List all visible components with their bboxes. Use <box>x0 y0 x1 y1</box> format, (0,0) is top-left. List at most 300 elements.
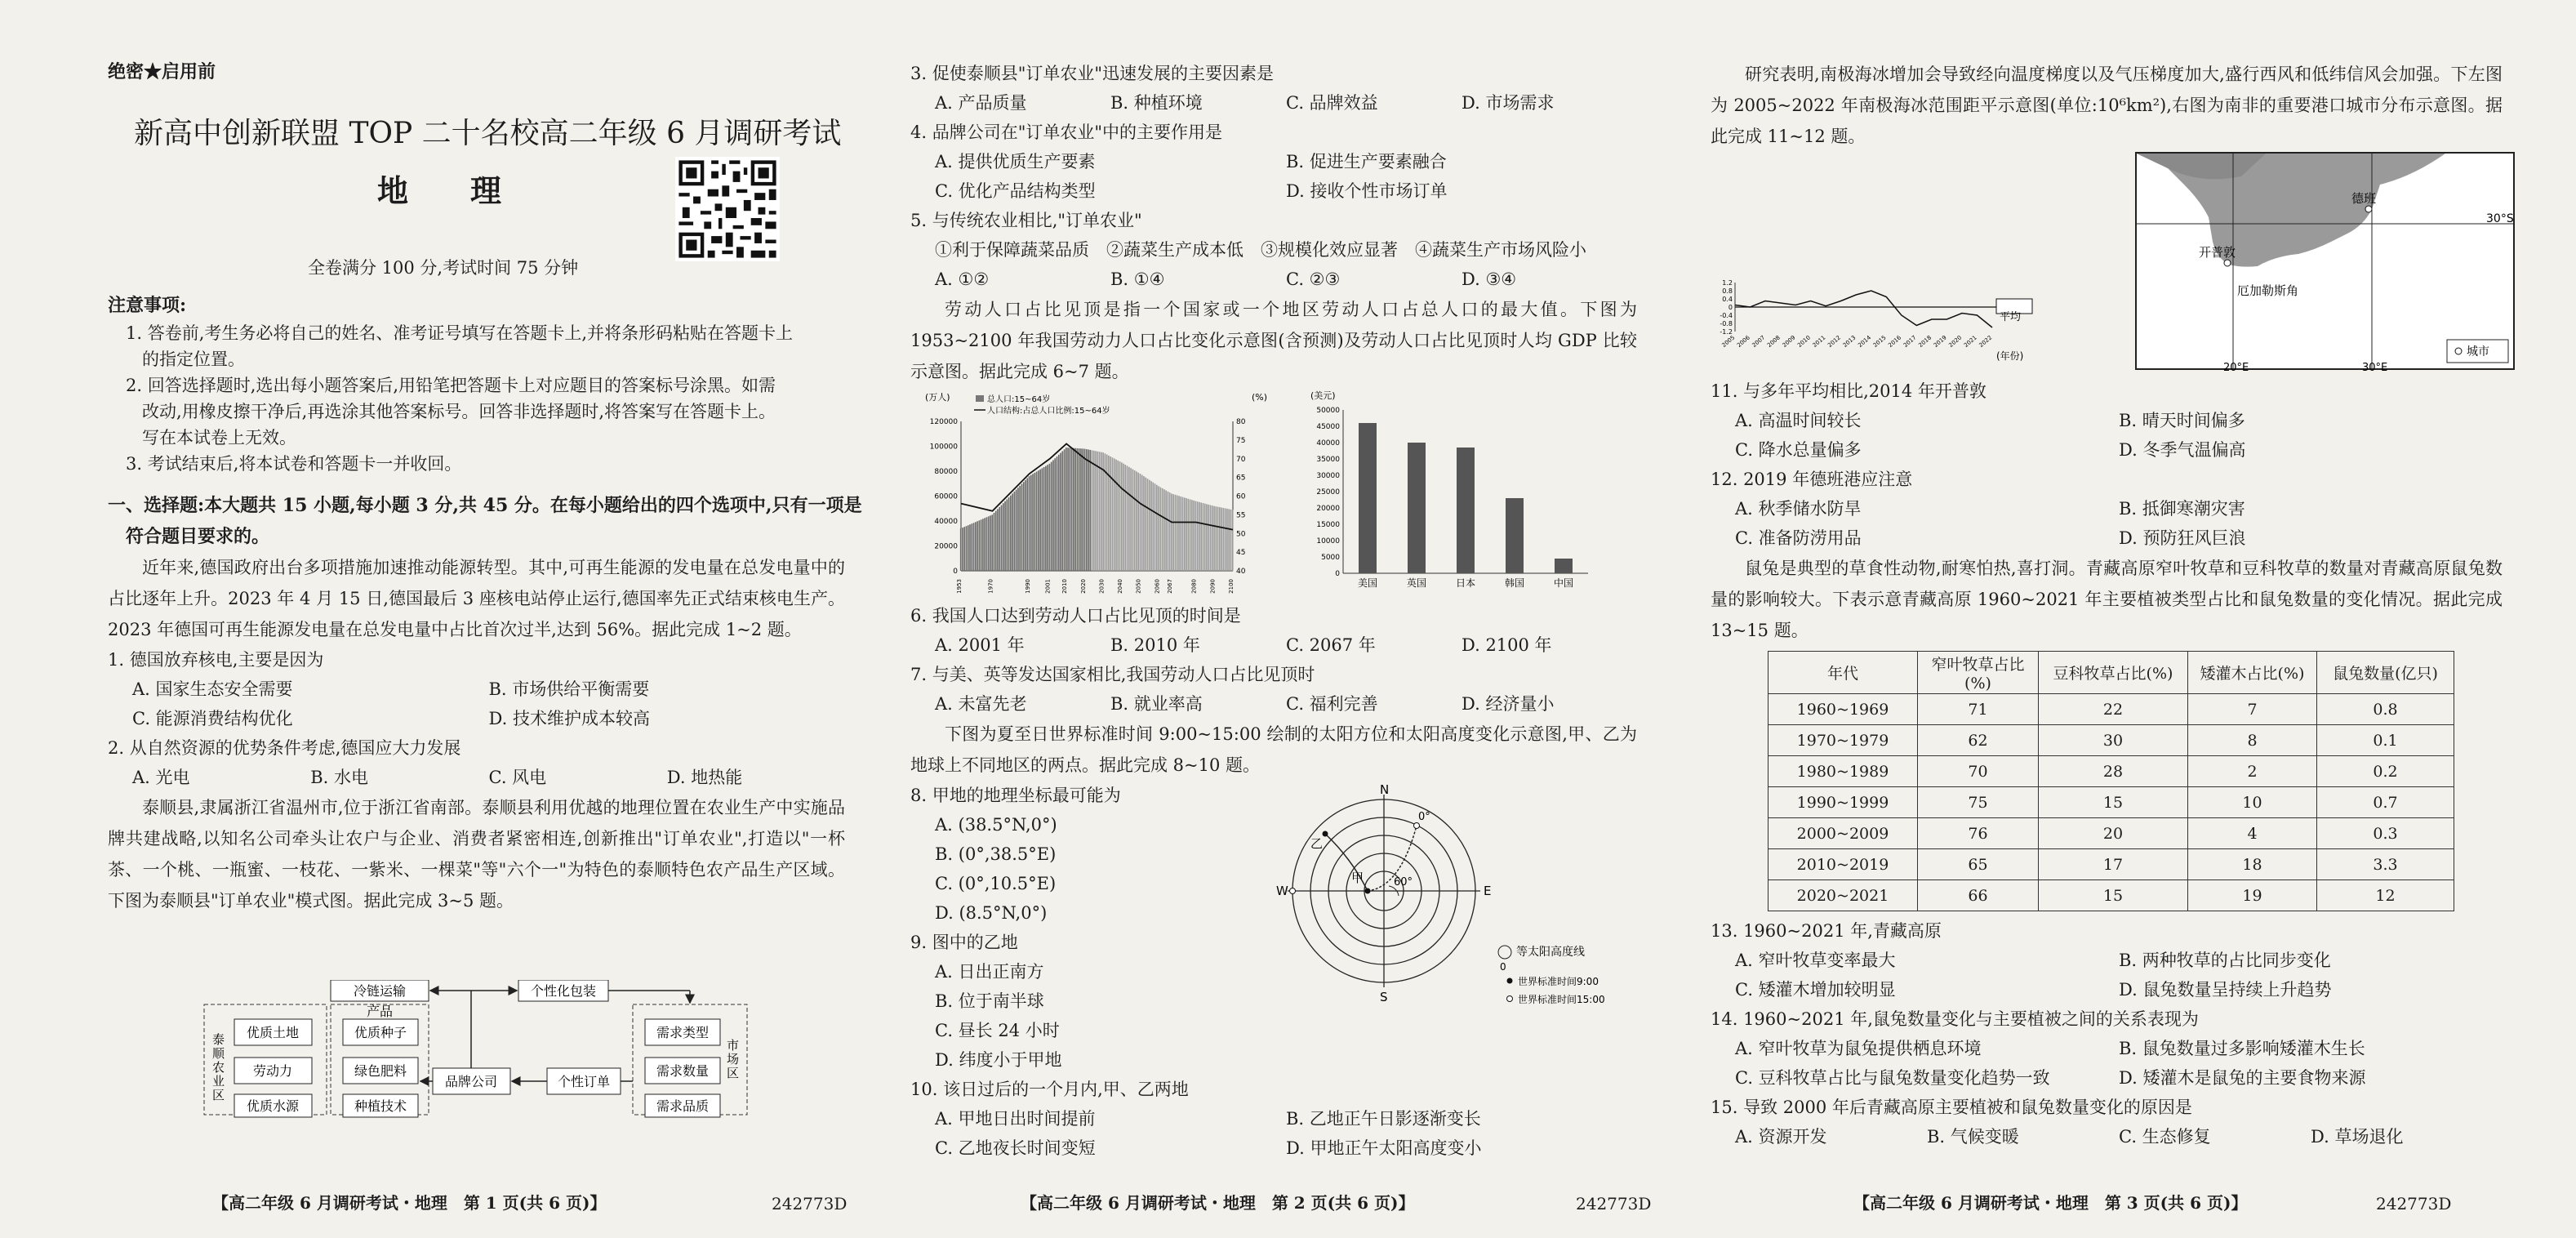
bar <box>1132 470 1134 571</box>
table-cell: 3.3 <box>2317 849 2454 880</box>
q10-options <box>910 1104 1637 1133</box>
bar <box>1215 506 1217 571</box>
bar <box>984 518 985 571</box>
x-tick-label: 2022 <box>1978 334 1994 349</box>
bar <box>986 517 988 571</box>
q11-option-d[interactable]: D. 冬季气温偏高 <box>2119 440 2246 460</box>
x-tick-label: 2040 <box>1117 579 1124 594</box>
bar <box>1032 474 1034 571</box>
q11-options <box>1711 435 2503 465</box>
q5-option-d[interactable]: D. ③④ <box>1462 269 1517 289</box>
section-title-2: 符合题目要求的。 <box>126 526 270 547</box>
bar <box>1213 506 1215 571</box>
bar <box>1095 451 1097 571</box>
page-code: 242773D <box>772 1194 848 1214</box>
question-4: 4. 品牌公司在"订单农业"中的主要作用是 <box>910 122 1223 142</box>
table-cell: 7 <box>2188 694 2317 725</box>
bar <box>1080 448 1082 571</box>
question-13: 13. 1960~2021 年,青藏高原 <box>1711 921 1942 941</box>
q2-option-a[interactable]: A. 光电 <box>132 768 190 787</box>
bar <box>1061 451 1063 571</box>
page-code: 242773D <box>1576 1194 1652 1214</box>
x-tick-label: 2012 <box>1826 334 1842 349</box>
chart1-unit-left: (万人) <box>925 392 950 403</box>
question-9: 9. 图中的乙地 <box>910 933 1018 952</box>
map-durban: 德班 <box>2351 191 2377 206</box>
q3-option-a[interactable]: A. 产品质量 <box>935 93 1027 113</box>
bar <box>1058 455 1060 571</box>
x-tick-label: 2030 <box>1098 579 1106 594</box>
bar <box>1408 443 1426 573</box>
x-tick-label: 2008 <box>1766 334 1782 349</box>
population-charts <box>910 387 1637 601</box>
q4-options <box>910 147 1637 176</box>
y-tick-label: -0.4 <box>1720 312 1733 319</box>
table-cell: 2000~2009 <box>1768 818 1918 849</box>
material-3: 劳动人口占比见顶是指一个国家或一个地区劳动人口占总人口的最大值。下图为 1953~2100 年我国劳动力人口占比变化示意图(含预测)及劳动人口占比见顶时人均 GDP 比较示意图。据此完成 6~7 题。 <box>910 300 1637 381</box>
x-tick-label: 中国 <box>1553 577 1574 589</box>
compass-n: N <box>1380 782 1390 797</box>
x-tick-label: 2016 <box>1887 334 1903 349</box>
y-tick-label: 45000 <box>1316 423 1340 431</box>
label-yi: 乙 <box>1310 836 1324 851</box>
q3-option-c[interactable]: C. 品牌效益 <box>1286 93 1378 113</box>
chart1-unit-right: (%) <box>1252 392 1268 403</box>
bar <box>1099 452 1101 571</box>
q15-option-b[interactable]: B. 气候变暖 <box>1927 1127 2019 1147</box>
notice-line: 3. 考试结束后,将本试卷和答题卡一并收回。 <box>126 454 462 474</box>
qr-code-icon <box>675 157 780 261</box>
table-cell: 12 <box>2317 880 2454 911</box>
bar <box>1070 448 1071 571</box>
bar <box>999 507 1000 571</box>
x-tick-label: 2019 <box>1932 334 1948 349</box>
map-cape-town: 开普敦 <box>2199 245 2236 260</box>
q7-option-c[interactable]: C. 福利完善 <box>1286 694 1378 714</box>
map-legend-city: 城市 <box>2467 345 2489 358</box>
q9-option-c[interactable]: C. 昼长 24 小时 <box>935 1021 1060 1040</box>
bar <box>1195 501 1197 571</box>
bar <box>1232 510 1234 571</box>
x-tick-label: 2100 <box>1228 579 1235 594</box>
q5-option-c[interactable]: C. ②③ <box>1286 269 1341 289</box>
q7-option-b[interactable]: B. 就业率高 <box>1110 694 1203 714</box>
q9-option-a[interactable]: A. 日出正南方 <box>935 962 1044 982</box>
legend-900: 世界标准时间9:00 <box>1518 976 1599 987</box>
q2-option-c[interactable]: C. 风电 <box>488 768 547 787</box>
table-cell: 2 <box>2188 756 2317 787</box>
bar <box>1228 509 1230 571</box>
bar <box>1057 456 1058 571</box>
y-tick-label: 0 <box>1335 570 1340 578</box>
q14-options <box>1711 1034 2503 1063</box>
q14-option-c[interactable]: C. 豆科牧草占比与鼠兔数量变化趋势一致 <box>1735 1068 2050 1088</box>
q11-option-a[interactable]: A. 高温时间较长 <box>1735 411 1862 430</box>
q6-option-a[interactable]: A. 2001 年 <box>935 635 1025 655</box>
x-tick-label: 2017 <box>1902 334 1918 349</box>
q3-option-b[interactable]: B. 种植环境 <box>1110 93 1203 113</box>
bar <box>1175 495 1177 571</box>
south-africa-map <box>2135 152 2515 376</box>
bar <box>1152 483 1154 571</box>
bar <box>1226 509 1228 571</box>
table-row <box>1768 818 2454 849</box>
y-tick-label: -0.8 <box>1720 320 1733 327</box>
bar <box>997 509 999 571</box>
bar <box>1208 505 1209 571</box>
q5-option-b[interactable]: B. ①④ <box>1110 269 1165 289</box>
q4-options <box>910 176 1637 206</box>
sea-ice-anomaly-chart <box>1711 274 2045 372</box>
bar <box>1073 448 1074 571</box>
bar <box>1134 470 1136 571</box>
page-3 <box>1670 0 2576 1238</box>
bar <box>1165 491 1167 571</box>
bar <box>979 520 981 571</box>
bar <box>1200 502 1202 571</box>
table-header-row <box>1768 652 2454 694</box>
bar <box>1036 472 1038 571</box>
bar <box>1029 476 1030 571</box>
bar <box>975 522 977 571</box>
q3-options <box>910 88 1637 118</box>
y-tick-label: 50000 <box>1316 407 1340 415</box>
bar <box>1079 448 1080 571</box>
bar <box>1086 449 1088 571</box>
q8-option-c[interactable]: C. (0°,10.5°E) <box>935 874 1057 893</box>
q11-options <box>1711 406 2503 435</box>
chart1-legend-line: 人口结构:占总人口比例:15~64岁 <box>987 407 1110 416</box>
material-4: 下图为夏至日世界标准时间 9:00~15:00 绘制的太阳方位和太阳高度变化示意图,甲、乙为地球上不同地区的两点。据此完成 8~10 题。 <box>910 724 1637 775</box>
bar <box>1162 488 1163 571</box>
table-cell: 71 <box>1918 694 2039 725</box>
map-lon20e: 20°E <box>2223 362 2249 374</box>
x-tick-label: 1953 <box>956 579 963 594</box>
table-cell: 28 <box>2039 756 2188 787</box>
q1-option-b[interactable]: B. 市场供给平衡需要 <box>488 679 650 699</box>
table-header: 窄叶牧草占比(%) <box>1918 652 2039 694</box>
q14-option-d[interactable]: D. 矮灌木是鼠兔的主要食物来源 <box>2119 1068 2366 1088</box>
diagram-cold-chain: 冷链运输 <box>353 983 407 999</box>
bar <box>1359 423 1377 573</box>
question-8: 8. 甲地的地理坐标最可能为 <box>910 786 1121 805</box>
q8-option-b[interactable]: B. (0°,38.5°E) <box>935 844 1057 864</box>
bar <box>1177 496 1178 571</box>
y-tick-label: 20000 <box>934 542 958 551</box>
compass-e: E <box>1484 884 1492 898</box>
x-tick-label: 2090 <box>1209 579 1217 594</box>
question-7: 7. 与美、英等发达国家相比,我国劳动人口占比见顶时 <box>910 665 1315 684</box>
x-tick-label: 2005 <box>1720 334 1737 349</box>
page-1 <box>0 0 886 1238</box>
q13-option-d[interactable]: D. 鼠兔数量呈持续上升趋势 <box>2119 980 2332 1000</box>
diagram-left-zone: 泰顺农业区 <box>211 1033 225 1102</box>
q1-option-d[interactable]: D. 技术维护成本较高 <box>488 709 650 728</box>
bar <box>1136 471 1137 571</box>
bar <box>1026 478 1028 571</box>
y-tick-label: -1.2 <box>1720 328 1733 336</box>
x-tick-label: 2010 <box>1796 334 1812 349</box>
bar <box>1121 462 1123 571</box>
x-tick-label: 2060 <box>1154 579 1161 594</box>
diagram-brand: 品牌公司 <box>444 1074 498 1089</box>
bar <box>1160 488 1162 571</box>
bar <box>1145 478 1146 571</box>
y-tick-label: 25000 <box>1316 488 1340 497</box>
bar <box>1127 465 1128 571</box>
bar <box>1117 461 1119 571</box>
q13-option-a[interactable]: A. 窄叶牧草变率最大 <box>1735 951 1896 970</box>
x-tick-label: 2009 <box>1781 334 1797 349</box>
q2-option-d[interactable]: D. 地热能 <box>666 768 743 787</box>
table-cell: 66 <box>1918 880 2039 911</box>
bar <box>1042 468 1043 571</box>
y2-tick-label: 75 <box>1236 436 1246 445</box>
bar <box>1112 457 1114 571</box>
q7-option-d[interactable]: D. 经济量小 <box>1462 694 1555 714</box>
x-tick-label: 1990 <box>1024 579 1031 594</box>
bar <box>991 514 993 571</box>
bar <box>1003 503 1004 571</box>
q4-option-b[interactable]: B. 促进生产要素融合 <box>1286 152 1447 171</box>
bar <box>1077 448 1079 571</box>
chart2-unit: (美元) <box>1310 390 1336 401</box>
bar <box>1097 452 1099 571</box>
legend-contour: 等太阳高度线 <box>1516 946 1585 959</box>
q8-option-a[interactable]: A. (38.5°N,0°) <box>935 815 1057 835</box>
bar <box>1060 453 1061 571</box>
q10-option-c[interactable]: C. 乙地夜长时间变短 <box>935 1138 1096 1158</box>
q10-option-d[interactable]: D. 甲地正午太阳高度变小 <box>1286 1138 1482 1158</box>
bar <box>1082 448 1083 571</box>
bar <box>1108 456 1110 571</box>
diagram-item: 需求数量 <box>656 1063 710 1079</box>
table-cell: 75 <box>1918 787 2039 818</box>
bar <box>1014 492 1016 571</box>
y-tick-label: 1.2 <box>1722 279 1733 287</box>
y-tick-label: 0.4 <box>1722 296 1733 303</box>
q4-option-c[interactable]: C. 优化产品结构类型 <box>935 181 1096 201</box>
y-tick-label: 20000 <box>1316 505 1340 513</box>
q13-option-b[interactable]: B. 两种牧草的占比同步变化 <box>2119 951 2331 970</box>
x-tick-label: 2018 <box>1917 334 1933 349</box>
bar <box>1184 497 1186 571</box>
diagram-item: 种植技术 <box>354 1098 407 1114</box>
bar <box>1555 559 1573 573</box>
question-11: 11. 与多年平均相比,2014 年开普敦 <box>1711 381 1987 401</box>
q4-option-a[interactable]: A. 提供优质生产要素 <box>935 152 1096 171</box>
x-tick-label: 2020 <box>1947 334 1964 349</box>
table-cell: 18 <box>2188 849 2317 880</box>
x-tick-label: 2015 <box>1871 334 1888 349</box>
q6-option-d[interactable]: D. 2100 年 <box>1462 635 1552 655</box>
q11-option-c[interactable]: C. 降水总量偏多 <box>1735 440 1862 460</box>
bar <box>963 527 965 571</box>
bar <box>1092 450 1093 571</box>
bar <box>1074 448 1076 571</box>
bar <box>1010 496 1012 571</box>
bar <box>1047 465 1048 571</box>
peak-gdp-chart <box>1294 387 1604 601</box>
bar <box>1049 464 1051 571</box>
bar <box>995 511 997 571</box>
bar <box>1171 493 1172 571</box>
bar <box>1023 482 1025 571</box>
exam-title: 新高中创新联盟 TOP 二十名校高二年级 6 月调研考试 <box>134 117 842 150</box>
compass-w: W <box>1276 884 1288 898</box>
bar <box>1101 452 1102 571</box>
diagram-item: 需求品质 <box>656 1098 710 1114</box>
y2-tick-label: 40 <box>1236 568 1246 576</box>
q4-option-d[interactable]: D. 接收个性市场订单 <box>1286 181 1448 201</box>
bar <box>1137 473 1139 571</box>
bar <box>1140 474 1141 571</box>
x-tick-label: 2067 <box>1167 579 1174 594</box>
q1-option-c[interactable]: C. 能源消费结构优化 <box>132 709 293 728</box>
q15-option-a[interactable]: A. 资源开发 <box>1735 1127 1827 1147</box>
bar <box>1039 470 1041 571</box>
bar <box>1045 466 1047 571</box>
table-cell: 2010~2019 <box>1768 849 1918 880</box>
map-agulhas: 厄加勒斯角 <box>2237 283 2299 298</box>
table-row <box>1768 725 2454 756</box>
q10-option-b[interactable]: B. 乙地正午日影逐渐变长 <box>1286 1109 1481 1129</box>
q15-option-c[interactable]: C. 生态修复 <box>2119 1127 2211 1147</box>
q7-option-a[interactable]: A. 未富先老 <box>935 694 1027 714</box>
diagram-personal-pack: 个性化包装 <box>530 983 597 999</box>
notice-title: 注意事项: <box>108 295 187 316</box>
x-tick-label: 2010 <box>1061 579 1069 594</box>
bar <box>1457 448 1475 573</box>
y-tick-label: 5000 <box>1321 554 1340 562</box>
q8-option-d[interactable]: D. (8.5°N,0°) <box>935 903 1048 923</box>
q14-option-b[interactable]: B. 鼠兔数量过多影响矮灌木生长 <box>2119 1039 2365 1058</box>
table-row <box>1768 787 2454 818</box>
diagram-item: 优质水源 <box>246 1098 300 1114</box>
diagram-item: 优质土地 <box>246 1025 300 1040</box>
table-cell: 62 <box>1918 725 2039 756</box>
diagram-item: 绿色肥料 <box>354 1063 407 1079</box>
table-cell: 1960~1969 <box>1768 694 1918 725</box>
bar <box>1066 448 1067 571</box>
sun-path-diagram <box>1270 781 1653 1009</box>
bar <box>1034 473 1035 571</box>
material-6: 鼠兔是典型的草食性动物,耐寒怕热,喜打洞。青藏高原窄叶牧草和豆科牧草的数量对青藏高原鼠兔数量的影响较大。下表示意青藏高原 1960~2021 年主要植被类型占比和鼠兔数量的变化情况。据此完成 13~15 题。 <box>1711 559 2503 640</box>
q9-option-b[interactable]: B. 位于南半球 <box>935 991 1044 1011</box>
table-cell: 65 <box>1918 849 2039 880</box>
page-footer: 【高二年级 6 月调研考试・地理 第 3 页(共 6 页)】 <box>1853 1193 2248 1213</box>
q10-option-a[interactable]: A. 甲地日出时间提前 <box>935 1109 1096 1129</box>
q12-option-d[interactable]: D. 预防狂风巨浪 <box>2119 528 2246 548</box>
q6-option-c[interactable]: C. 2067 年 <box>1286 635 1376 655</box>
question-10: 10. 该日过后的一个月内,甲、乙两地 <box>910 1080 1189 1099</box>
q14-option-a[interactable]: A. 窄叶牧草为鼠兔提供栖息环境 <box>1735 1039 1982 1058</box>
bar <box>1221 508 1222 571</box>
x-tick-label: 2020 <box>1079 579 1087 594</box>
y-tick-label: 10000 <box>1316 537 1340 546</box>
bar <box>971 523 972 571</box>
bar <box>1230 510 1232 571</box>
bar <box>1197 501 1199 571</box>
q1-option-a[interactable]: A. 国家生态安全需要 <box>132 679 293 699</box>
y-tick-label: 80000 <box>934 468 958 476</box>
q14-options <box>1711 1063 2503 1093</box>
bar <box>981 519 982 571</box>
bar <box>1191 500 1193 571</box>
legend-1500: 世界标准时间15:00 <box>1518 994 1605 1005</box>
bar <box>1143 476 1145 571</box>
bar <box>1054 458 1056 571</box>
q9-option-d[interactable]: D. 纬度小于甲地 <box>935 1050 1062 1070</box>
secret-label: 绝密★启用前 <box>108 61 216 82</box>
table-cell: 10 <box>2188 787 2317 818</box>
bar <box>968 525 969 571</box>
bar <box>1030 475 1032 571</box>
bar <box>1199 502 1200 571</box>
diagram-market: 市场区 <box>725 1039 740 1080</box>
bar <box>1158 486 1159 571</box>
table-header: 鼠兔数量(亿只) <box>2317 652 2454 694</box>
compass-s: S <box>1380 990 1388 1004</box>
q5-option-a[interactable]: A. ①② <box>935 269 990 289</box>
label-0deg: 0° <box>1418 811 1430 823</box>
table-cell: 17 <box>2039 849 2188 880</box>
q12-option-c[interactable]: C. 准备防涝用品 <box>1735 528 1862 548</box>
q12-option-a[interactable]: A. 秋季储水防旱 <box>1735 499 1862 519</box>
table-cell: 2020~2021 <box>1768 880 1918 911</box>
q2-option-b[interactable]: B. 水电 <box>310 768 369 787</box>
question-5: 5. 与传统农业相比,"订单农业" <box>910 211 1142 230</box>
x-tick-label: 日本 <box>1455 577 1476 589</box>
x-tick-label: 2013 <box>1841 334 1857 349</box>
bar <box>1172 494 1174 571</box>
bar <box>1093 451 1095 571</box>
q6-option-b[interactable]: B. 2010 年 <box>1110 635 1200 655</box>
table-cell: 1980~1989 <box>1768 756 1918 787</box>
bar <box>1019 486 1021 571</box>
bar <box>1043 467 1045 571</box>
q3-option-d[interactable]: D. 市场需求 <box>1462 93 1555 113</box>
question-2: 2. 从自然资源的优势条件考虑,德国应大力发展 <box>108 738 461 758</box>
anomaly-line <box>1735 291 1992 327</box>
q13-option-c[interactable]: C. 矮灌木增加较明显 <box>1735 980 1896 1000</box>
ice-x-unit: (年份) <box>1996 350 2024 362</box>
bar <box>1064 449 1066 571</box>
bar <box>1067 448 1069 571</box>
bar <box>1225 508 1226 571</box>
y-tick-label: 100000 <box>929 443 958 452</box>
q1-options <box>108 675 845 704</box>
q11-option-b[interactable]: B. 晴天时间偏多 <box>2119 411 2245 430</box>
notice-line: 改动,用橡皮擦干净后,再选涂其他答案标号。回答非选择题时,将答案写在答题卡上。 <box>142 402 776 421</box>
x-tick-label: 2050 <box>1135 579 1142 594</box>
ice-avg-label: 平均 <box>2000 311 2022 323</box>
q15-option-d[interactable]: D. 草场退化 <box>2311 1127 2404 1147</box>
y2-tick-label: 45 <box>1236 549 1246 558</box>
bar <box>1123 464 1124 571</box>
bar <box>1089 450 1091 571</box>
bar <box>1001 505 1003 571</box>
x-tick-label: 英国 <box>1406 577 1427 589</box>
bar <box>1088 449 1089 571</box>
bar <box>1115 460 1117 571</box>
page-footer: 【高二年级 6 月调研考试・地理 第 1 页(共 6 页)】 <box>212 1193 607 1213</box>
bar <box>982 519 984 571</box>
q12-option-b[interactable]: B. 抵御寒潮灾害 <box>2119 499 2245 519</box>
y2-tick-label: 65 <box>1236 474 1246 483</box>
table-cell: 1990~1999 <box>1768 787 1918 818</box>
bar <box>1110 456 1111 571</box>
